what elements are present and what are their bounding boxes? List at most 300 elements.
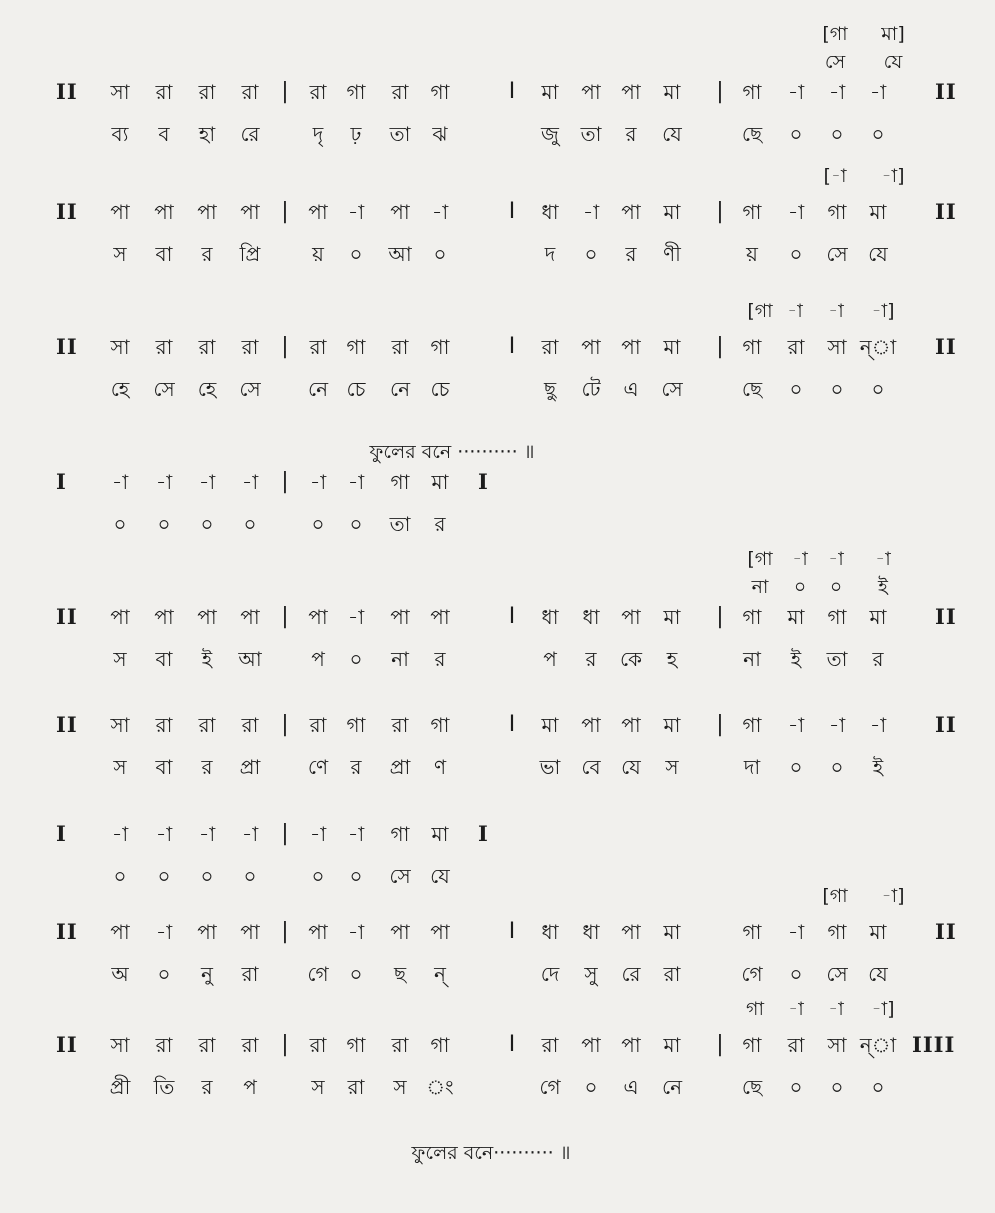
lyric-syllable: হা (198, 122, 216, 146)
note: -া (787, 713, 805, 737)
lyric-syllable: ভা (539, 755, 561, 779)
lyric-syllable: রা (347, 1075, 365, 1099)
note: রা (541, 1033, 559, 1057)
note: -া (787, 920, 805, 944)
division-bar: | (716, 79, 724, 104)
note: রা (309, 713, 327, 737)
note: ন্‌া (859, 1033, 897, 1057)
left-barline: II (56, 1032, 78, 1057)
lyric-syllable: ০ (243, 512, 257, 536)
lyric-syllable: গে (741, 962, 763, 986)
note: পা (430, 605, 450, 629)
note: পা (581, 80, 601, 104)
note: পা (110, 605, 130, 629)
note: -া (309, 822, 327, 846)
notes-line (0, 708, 995, 742)
right-barline: II (935, 604, 957, 629)
lyric-syllable: ব (158, 122, 170, 146)
lyric-syllable: ব্য (111, 122, 129, 146)
note: রা (309, 80, 327, 104)
division-bar: | (716, 334, 724, 359)
note: মা (663, 920, 681, 944)
note: সা (110, 713, 130, 737)
note: গা (346, 1033, 366, 1057)
note: রা (155, 80, 173, 104)
lyric-syllable: নু (201, 962, 213, 986)
lyrics-line (0, 372, 995, 406)
lyric-syllable: দা (743, 755, 761, 779)
right-barline: II (935, 79, 957, 104)
lyric-syllable: ০ (871, 377, 885, 401)
lyric-syllable: সে (826, 242, 848, 266)
alternate-lyrics (0, 570, 995, 604)
left-barline: II (56, 334, 78, 359)
lyric-syllable: ০ (200, 512, 214, 536)
alt-lyric: ০ (829, 576, 843, 598)
lyric-syllable: নে (389, 377, 411, 401)
left-barline: II (56, 79, 78, 104)
notes-line (0, 75, 995, 109)
note: মা (663, 80, 681, 104)
lyric-syllable: ং (426, 1075, 454, 1099)
division-bar: | (281, 469, 289, 494)
division-bar: | (716, 604, 724, 629)
lyric-syllable: ০ (789, 242, 803, 266)
lyrics-line (0, 642, 995, 676)
lyric-syllable: ০ (789, 962, 803, 986)
lyric-syllable: ০ (789, 122, 803, 146)
note: -া (582, 200, 600, 224)
note: -া (241, 822, 259, 846)
lyrics-line (0, 507, 995, 541)
lyric-syllable: তা (826, 647, 848, 671)
lyric-syllable: বা (155, 755, 173, 779)
lyric-syllable: বা (155, 242, 173, 266)
note: মা (869, 920, 887, 944)
note: ধা (582, 605, 600, 629)
left-barline: II (56, 199, 78, 224)
lyric-syllable: গে (307, 962, 329, 986)
lyric-syllable: প (243, 1075, 257, 1099)
division-bar: | (281, 1032, 289, 1057)
lyric-syllable: এ (623, 377, 639, 401)
lyric-syllable: ০ (243, 864, 257, 888)
note: -া (787, 200, 805, 224)
division-bar: I (508, 919, 516, 944)
alt-lyric: সে (824, 51, 846, 73)
lyric-syllable: প্রী (109, 1075, 131, 1099)
lyric-syllable: জু (541, 122, 559, 146)
lyric-syllable: হে (110, 377, 130, 401)
lyric-syllable: ০ (830, 122, 844, 146)
right-barline: I (478, 821, 489, 846)
note: পা (308, 920, 328, 944)
lyric-syllable: ০ (789, 755, 803, 779)
note: মা (663, 200, 681, 224)
lyric-syllable: আ (388, 242, 412, 266)
note: মা (787, 605, 805, 629)
note: মা (663, 335, 681, 359)
lyric-syllable: র (625, 122, 637, 146)
division-bar: | (716, 199, 724, 224)
lyrics-line (0, 117, 995, 151)
lyric-syllable: নে (307, 377, 329, 401)
lyric-syllable: সে (826, 962, 848, 986)
alt-note: -া (788, 998, 804, 1020)
lyric-syllable: তি (153, 1075, 175, 1099)
alternate-notes (0, 159, 995, 193)
note: মা (431, 822, 449, 846)
lyric-syllable: যে (868, 962, 888, 986)
division-bar: | (281, 604, 289, 629)
note: -া (869, 80, 887, 104)
alt-lyric: ই (878, 576, 888, 598)
lyric-syllable: না (391, 647, 409, 671)
lyrics-line (0, 237, 995, 271)
alt-note: গা (746, 998, 764, 1020)
notes-line (0, 465, 995, 499)
division-bar: I (508, 712, 516, 737)
lyric-syllable: ণে (307, 755, 329, 779)
note: রা (541, 335, 559, 359)
note: -া (309, 470, 327, 494)
note: রা (787, 335, 805, 359)
lyric-syllable: ই (201, 647, 213, 671)
lyric-syllable: যে (868, 242, 888, 266)
division-bar: | (281, 712, 289, 737)
lyric-syllable: ০ (584, 1075, 598, 1099)
alternate-notes (0, 879, 995, 913)
note: পা (390, 605, 410, 629)
lyric-syllable: অ (111, 962, 129, 986)
note: গা (390, 822, 410, 846)
lyric-syllable: ছ (393, 962, 407, 986)
note: পা (581, 335, 601, 359)
left-barline: I (56, 469, 67, 494)
note: সা (827, 335, 847, 359)
note: রা (198, 713, 216, 737)
alt-note: -া (787, 300, 803, 322)
lyric-syllable: প্রা (389, 755, 411, 779)
notes-line (0, 195, 995, 229)
note: গা (346, 80, 366, 104)
lyric-syllable: ০ (830, 377, 844, 401)
note: রা (391, 80, 409, 104)
lyric-syllable: চে (430, 377, 450, 401)
note: -া (155, 470, 173, 494)
lyric-syllable: ছু (543, 377, 557, 401)
note: -া (198, 470, 216, 494)
lyric-syllable: ন্‌ (434, 962, 446, 986)
lyric-syllable: ণী (663, 242, 681, 266)
lyric-syllable: ০ (789, 1075, 803, 1099)
lyric-syllable: ছে (741, 122, 763, 146)
left-barline: I (56, 821, 67, 846)
lyric-syllable: রে (240, 122, 260, 146)
notes-line (0, 1028, 995, 1062)
notes-line (0, 915, 995, 949)
note: -া (869, 713, 887, 737)
note: গা (742, 335, 762, 359)
refrain-cue: ফুলের বনে ·········· ॥ (369, 441, 535, 463)
lyric-syllable: স (113, 242, 127, 266)
alt-note: -া (875, 548, 891, 570)
right-barline: II (935, 199, 957, 224)
lyric-syllable: স (311, 1075, 325, 1099)
note: -া (155, 920, 173, 944)
note: গা (346, 335, 366, 359)
lyric-syllable: রা (241, 962, 259, 986)
lyric-syllable: গে (539, 1075, 561, 1099)
note: পা (390, 920, 410, 944)
note: রা (198, 335, 216, 359)
note: গা (827, 920, 847, 944)
note: মা (869, 605, 887, 629)
lyric-syllable: র (434, 512, 446, 536)
note: পা (390, 200, 410, 224)
lyric-syllable: ০ (871, 1075, 885, 1099)
lyric-syllable: সে (239, 377, 261, 401)
note: -া (787, 80, 805, 104)
lyric-syllable: প্রি (239, 242, 261, 266)
lyric-syllable: র (872, 647, 884, 671)
lyric-syllable: ০ (349, 962, 363, 986)
note: পা (430, 920, 450, 944)
note: গা (430, 80, 450, 104)
lyric-syllable: স (113, 755, 127, 779)
note: পা (240, 605, 260, 629)
lyric-syllable: র (625, 242, 637, 266)
lyric-syllable: এ (623, 1075, 639, 1099)
lyric-syllable: ই (790, 647, 802, 671)
note: -া (347, 920, 365, 944)
division-bar: I (508, 334, 516, 359)
lyric-syllable: হ (666, 647, 678, 671)
notes-line (0, 330, 995, 364)
lyric-syllable: সে (389, 864, 411, 888)
alt-note: -া (828, 998, 844, 1020)
division-bar: | (281, 334, 289, 359)
lyric-syllable: ০ (349, 242, 363, 266)
note: গা (742, 1033, 762, 1057)
note: গা (742, 920, 762, 944)
alt-lyric: ০ (793, 576, 807, 598)
notes-line (0, 817, 995, 851)
note: -া (828, 80, 846, 104)
lyric-syllable: ০ (157, 512, 171, 536)
division-bar: | (281, 821, 289, 846)
note: মা (663, 713, 681, 737)
note: -া (347, 470, 365, 494)
note: -া (155, 822, 173, 846)
alt-note: -া (828, 300, 844, 322)
lyric-syllable: ০ (830, 755, 844, 779)
lyric-syllable: তা (389, 512, 411, 536)
lyrics-line (0, 750, 995, 784)
lyric-syllable: ০ (871, 122, 885, 146)
alternate-notes (0, 294, 995, 328)
lyric-syllable: প্রা (239, 755, 261, 779)
note: পা (621, 335, 641, 359)
alternate-notes (0, 992, 995, 1026)
note: পা (154, 605, 174, 629)
lyric-syllable: প (311, 647, 325, 671)
division-bar: I (508, 604, 516, 629)
note: রা (391, 335, 409, 359)
left-barline: II (56, 604, 78, 629)
alt-note: মা] (881, 23, 905, 45)
note: গা (742, 80, 762, 104)
note: রা (241, 1033, 259, 1057)
lyric-syllable: ০ (113, 864, 127, 888)
note: সা (110, 80, 130, 104)
lyric-syllable: র (201, 242, 213, 266)
lyric-syllable: ০ (349, 647, 363, 671)
lyric-syllable: ০ (157, 864, 171, 888)
note: রা (198, 80, 216, 104)
lyric-syllable: র (350, 755, 362, 779)
right-barline: IIII (912, 1032, 956, 1057)
lyric-syllable: র (434, 647, 446, 671)
lyric-syllable: দে (540, 962, 560, 986)
lyric-syllable: নে (661, 1075, 683, 1099)
lyric-syllable: রে (621, 962, 641, 986)
lyric-syllable: তা (580, 122, 602, 146)
lyric-syllable: যে (662, 122, 682, 146)
alt-note: -া] (871, 300, 895, 322)
note: পা (240, 920, 260, 944)
alt-lyric: না (751, 576, 769, 598)
division-bar: | (281, 79, 289, 104)
alternate-lyrics (0, 45, 995, 79)
lyric-syllable: ০ (311, 864, 325, 888)
right-barline: II (935, 334, 957, 359)
alt-note: -া (792, 548, 808, 570)
lyric-syllable: চে (346, 377, 366, 401)
lyric-syllable: সু (584, 962, 598, 986)
division-bar: I (508, 1032, 516, 1057)
refrain-cue: ফুলের বনে·········· ॥ (411, 1142, 571, 1164)
division-bar: | (716, 1032, 724, 1057)
lyric-syllable: ণ (433, 755, 447, 779)
lyric-syllable: আ (238, 647, 262, 671)
division-bar: | (281, 199, 289, 224)
note: -া (431, 200, 449, 224)
alt-note: [-া (823, 165, 847, 187)
note: গা (742, 200, 762, 224)
note: পা (581, 1033, 601, 1057)
lyric-syllable: স (665, 755, 679, 779)
note: পা (197, 605, 217, 629)
note: পা (110, 920, 130, 944)
note: গা (742, 713, 762, 737)
lyric-syllable: ছে (741, 1075, 763, 1099)
note: পা (197, 920, 217, 944)
note: মা (541, 80, 559, 104)
lyric-syllable: র (201, 755, 213, 779)
note: মা (663, 1033, 681, 1057)
lyric-syllable: তা (389, 122, 411, 146)
note: গা (346, 713, 366, 737)
right-barline: II (935, 919, 957, 944)
note: মা (431, 470, 449, 494)
note: রা (241, 335, 259, 359)
note: পা (621, 200, 641, 224)
lyric-syllable: দৃ (312, 122, 324, 146)
note: গা (430, 1033, 450, 1057)
alt-note: -া] (881, 165, 905, 187)
lyric-syllable: ঢ় (350, 122, 362, 146)
lyric-syllable: ই (872, 755, 884, 779)
right-barline: II (935, 712, 957, 737)
left-barline: II (56, 919, 78, 944)
note: পা (621, 713, 641, 737)
note: পা (621, 605, 641, 629)
lyric-syllable: ০ (433, 242, 447, 266)
lyric-syllable: ০ (113, 512, 127, 536)
lyric-syllable: ০ (789, 377, 803, 401)
note: রা (241, 80, 259, 104)
lyric-syllable: ০ (584, 242, 598, 266)
note: গা (827, 605, 847, 629)
note: -া (111, 470, 129, 494)
note: ধা (541, 200, 559, 224)
note: -া (347, 200, 365, 224)
lyric-syllable: ঝ (432, 122, 448, 146)
lyric-syllable: যে (621, 755, 641, 779)
lyric-syllable: না (743, 647, 761, 671)
note: -া (198, 822, 216, 846)
lyric-syllable: যে (430, 864, 450, 888)
alt-note: [গা (822, 885, 848, 907)
lyric-syllable: ০ (311, 512, 325, 536)
note: রা (198, 1033, 216, 1057)
note: পা (308, 605, 328, 629)
left-barline: II (56, 712, 78, 737)
lyric-syllable: স (393, 1075, 407, 1099)
note: সা (110, 335, 130, 359)
note: রা (391, 1033, 409, 1057)
lyric-syllable: কে (619, 647, 643, 671)
note: -া (241, 470, 259, 494)
alt-note: [গা (822, 23, 848, 45)
note: সা (827, 1033, 847, 1057)
lyric-syllable: ছে (741, 377, 763, 401)
lyric-syllable: ০ (349, 864, 363, 888)
note: গা (430, 713, 450, 737)
alt-note: -া] (871, 998, 895, 1020)
note: রা (155, 335, 173, 359)
lyric-syllable: বা (155, 647, 173, 671)
note: -া (347, 605, 365, 629)
note: রা (787, 1033, 805, 1057)
division-bar: I (508, 79, 516, 104)
note: গা (827, 200, 847, 224)
lyric-syllable: ০ (200, 864, 214, 888)
lyrics-line (0, 1070, 995, 1104)
note: পা (197, 200, 217, 224)
note: রা (155, 1033, 173, 1057)
lyric-syllable: টে (581, 377, 601, 401)
alt-note: [গা (747, 548, 773, 570)
note: পা (581, 713, 601, 737)
note: ধা (541, 605, 559, 629)
division-bar: I (508, 199, 516, 224)
note: গা (430, 335, 450, 359)
note: গা (390, 470, 410, 494)
lyric-syllable: র (585, 647, 597, 671)
note: পা (154, 200, 174, 224)
